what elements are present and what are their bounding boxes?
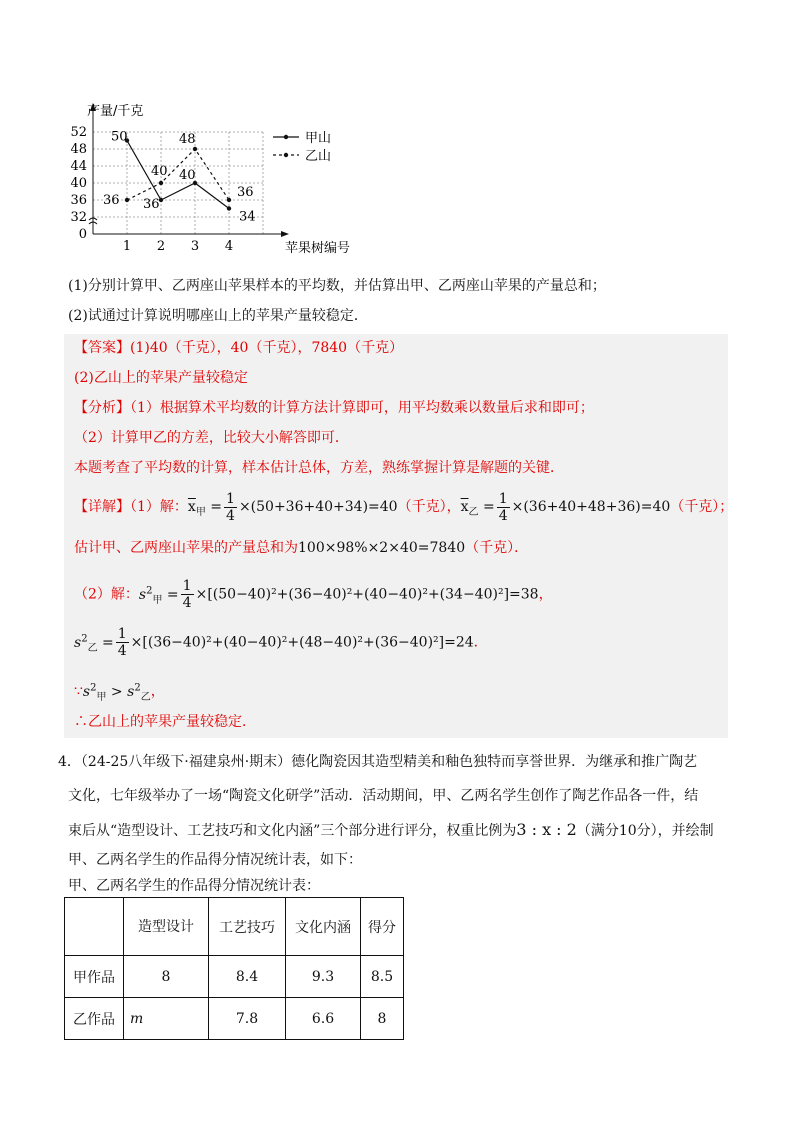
detail-means: 【详解】（1）解：$\overline{x}_甲$ = $\frac{1}{4}$ ×(50+36+40+34)=40（千克），$\overline{x}_乙$ = $\frac{1}{4}$ ×(36+40+48+36)=40（千克）； [74, 490, 734, 524]
var-compare: $s^2_甲 > s^2_乙$ [82, 682, 151, 703]
problem4-line3-a: 束后从“造型设计、工艺技巧和文化内涵”三个部分进行评分，权重比例为 [68, 823, 517, 839]
var-jia-expr: [(50−40)²+(36−40)²+(40−40)²+(34−40)²]=38 [207, 586, 539, 603]
table-row [65, 956, 404, 998]
unit-2: （千克） [670, 499, 720, 515]
data-label: 50 [111, 129, 128, 145]
x-axis-label: 苹果树编号 [285, 241, 351, 256]
header-cell-culture: 文化内涵 [286, 898, 361, 956]
y-tick-label: 32 [70, 210, 87, 225]
row1-score: 8.5 [361, 956, 404, 998]
mean-yi-symbol: $\overline{x}_乙$ = [460, 499, 495, 518]
data-point [227, 198, 231, 202]
table-header-row [65, 898, 404, 956]
question-2: (2)试通过计算说明哪座山上的苹果产量较稳定． [68, 308, 368, 324]
row1-shape: 8 [124, 956, 209, 998]
data-label: 48 [179, 132, 196, 147]
fraction-quarter: $\frac{1}{4}$ [226, 490, 235, 524]
data-point [227, 206, 231, 210]
legend-marker [284, 135, 288, 139]
detail-label: 【详解】（1）解： [74, 499, 188, 515]
fraction-quarter-4: $\frac{1}{4}$ [117, 626, 127, 660]
problem4-line3 [68, 820, 714, 841]
mean-yi-expr: (36+40+48+36)=40 [523, 499, 671, 515]
variance-jia-line: （2）解：$s^2_甲$ = $\frac{1}{4}$ ×[(50−40)²+(36−40)²+(40−40)²+(34−40)²]=38， [74, 578, 553, 612]
score-table [64, 897, 404, 1040]
problem4-line4: 甲、乙两名学生的作品得分情况统计表，如下： [68, 852, 362, 868]
data-point [193, 147, 197, 151]
problem4-line2: 文化，七年级举办了一场“陶瓷文化研学”活动．活动期间，甲、乙两名学生创作了陶艺作品各一件，结 [68, 788, 699, 804]
x-tick-label: 2 [156, 239, 166, 254]
row2-shape: m [124, 998, 209, 1040]
row1-craft: 8.4 [209, 956, 286, 998]
row1-label: 甲作品 [65, 956, 124, 998]
analysis-1: 【分析】（1）根据算术平均数的计算方法计算即可，用平均数乘以数量后求和即可； [74, 400, 594, 416]
legend-label: 甲山 [305, 131, 332, 146]
row2-score: 8 [361, 998, 404, 1040]
x-tick-label: 3 [190, 239, 200, 254]
x-tick-label: 1 [122, 239, 132, 254]
estimate-label: 估计甲、乙两座山苹果的产量总和为 [74, 540, 298, 556]
header-cell-shape: 造型设计 [124, 898, 209, 956]
table-row [65, 998, 404, 1040]
y-tick-label: 44 [70, 159, 87, 174]
data-point [159, 181, 163, 185]
because-line: $\because s^2_甲 > s^2_乙$， [74, 682, 165, 703]
question-1: (1)分别计算甲、乙两座山苹果样本的平均数，并估算出甲、乙两座山苹果的产量总和； [68, 278, 606, 294]
analysis-2: （2）计算甲乙的方差，比较大小解答即可． [74, 430, 349, 446]
mean-jia-symbol: $\overline{x}_甲$ = [187, 499, 223, 518]
unit-1: （千克） [397, 499, 447, 515]
because-symbol: ∵ [74, 683, 83, 700]
var-jia-symbol: $s^2_甲$ = [138, 585, 179, 606]
problem4-line3-b: （满分10分），并绘制 [576, 823, 714, 839]
var-yi-expr: [(36−40)²+(40−40)²+(48−40)²+(36−40)²]=24 [142, 634, 474, 651]
row1-culture: 9.3 [286, 956, 361, 998]
x-axis-arrow [281, 231, 289, 237]
series-line-2 [127, 149, 229, 200]
data-label: 34 [239, 209, 256, 225]
row2-label: 乙作品 [65, 998, 124, 1040]
data-label: 36 [103, 193, 120, 208]
data-label: 40 [151, 164, 168, 179]
legend-label: 乙山 [305, 149, 332, 164]
weight-ratio: 3 : x : 2 [516, 820, 577, 839]
estimate-unit: （千克）． [465, 540, 529, 556]
table-title: 甲、乙两名学生的作品得分情况统计表： [68, 878, 320, 894]
data-label: 40 [179, 168, 196, 183]
summary: 本题考查了平均数的计算，样本估计总体，方差，熟练掌握计算是解题的关键． [74, 460, 564, 476]
part2-label: （2）解： [74, 586, 139, 603]
header-cell-empty [65, 898, 124, 956]
y-tick-label: 48 [70, 142, 87, 157]
legend-marker [284, 153, 288, 157]
row2-craft: 7.8 [209, 998, 286, 1040]
var-yi-symbol: $s^2_乙$ = [74, 633, 114, 654]
data-label: 36 [143, 197, 160, 212]
header-cell-score: 得分 [361, 898, 404, 956]
y-tick-label: 0 [78, 227, 87, 242]
y-axis-label: 产量/千克 [87, 104, 144, 119]
yield-line-chart [55, 95, 415, 265]
estimate-expr: 100×98%×2×40=7840 [298, 540, 466, 556]
y-tick-label: 52 [70, 125, 87, 140]
estimate-line [74, 538, 528, 558]
data-label: 36 [237, 185, 254, 200]
answer-line-2: (2)乙山上的苹果产量较稳定 [74, 370, 248, 386]
answer-line-1: 【答案】(1)40（千克），40（千克），7840（千克） [74, 340, 404, 356]
conclusion: ∴乙山上的苹果产量较稳定． [74, 714, 256, 730]
variance-yi-line: $s^2_乙$ = $\frac{1}{4}$ ×[(36−40)²+(40−40)²+(48−40)²+(36−40)²]=24． [74, 626, 488, 660]
chart-svg [55, 95, 415, 265]
y-tick-label: 36 [70, 193, 87, 208]
header-cell-craft: 工艺技巧 [209, 898, 286, 956]
x-tick-label: 4 [224, 239, 234, 254]
problem4-line1: 4．（24-25八年级下·福建泉州·期末）德化陶瓷因其造型精美和釉色独特而享誉世界．为继承和推广陶艺 [58, 754, 698, 770]
y-tick-label: 40 [70, 176, 87, 191]
mean-jia-expr: (50+36+40+34)=40 [250, 499, 398, 515]
fraction-quarter-3: $\frac{1}{4}$ [182, 578, 192, 612]
row2-culture: 6.6 [286, 998, 361, 1040]
fraction-quarter-2: $\frac{1}{4}$ [498, 490, 508, 524]
data-point [125, 198, 129, 202]
